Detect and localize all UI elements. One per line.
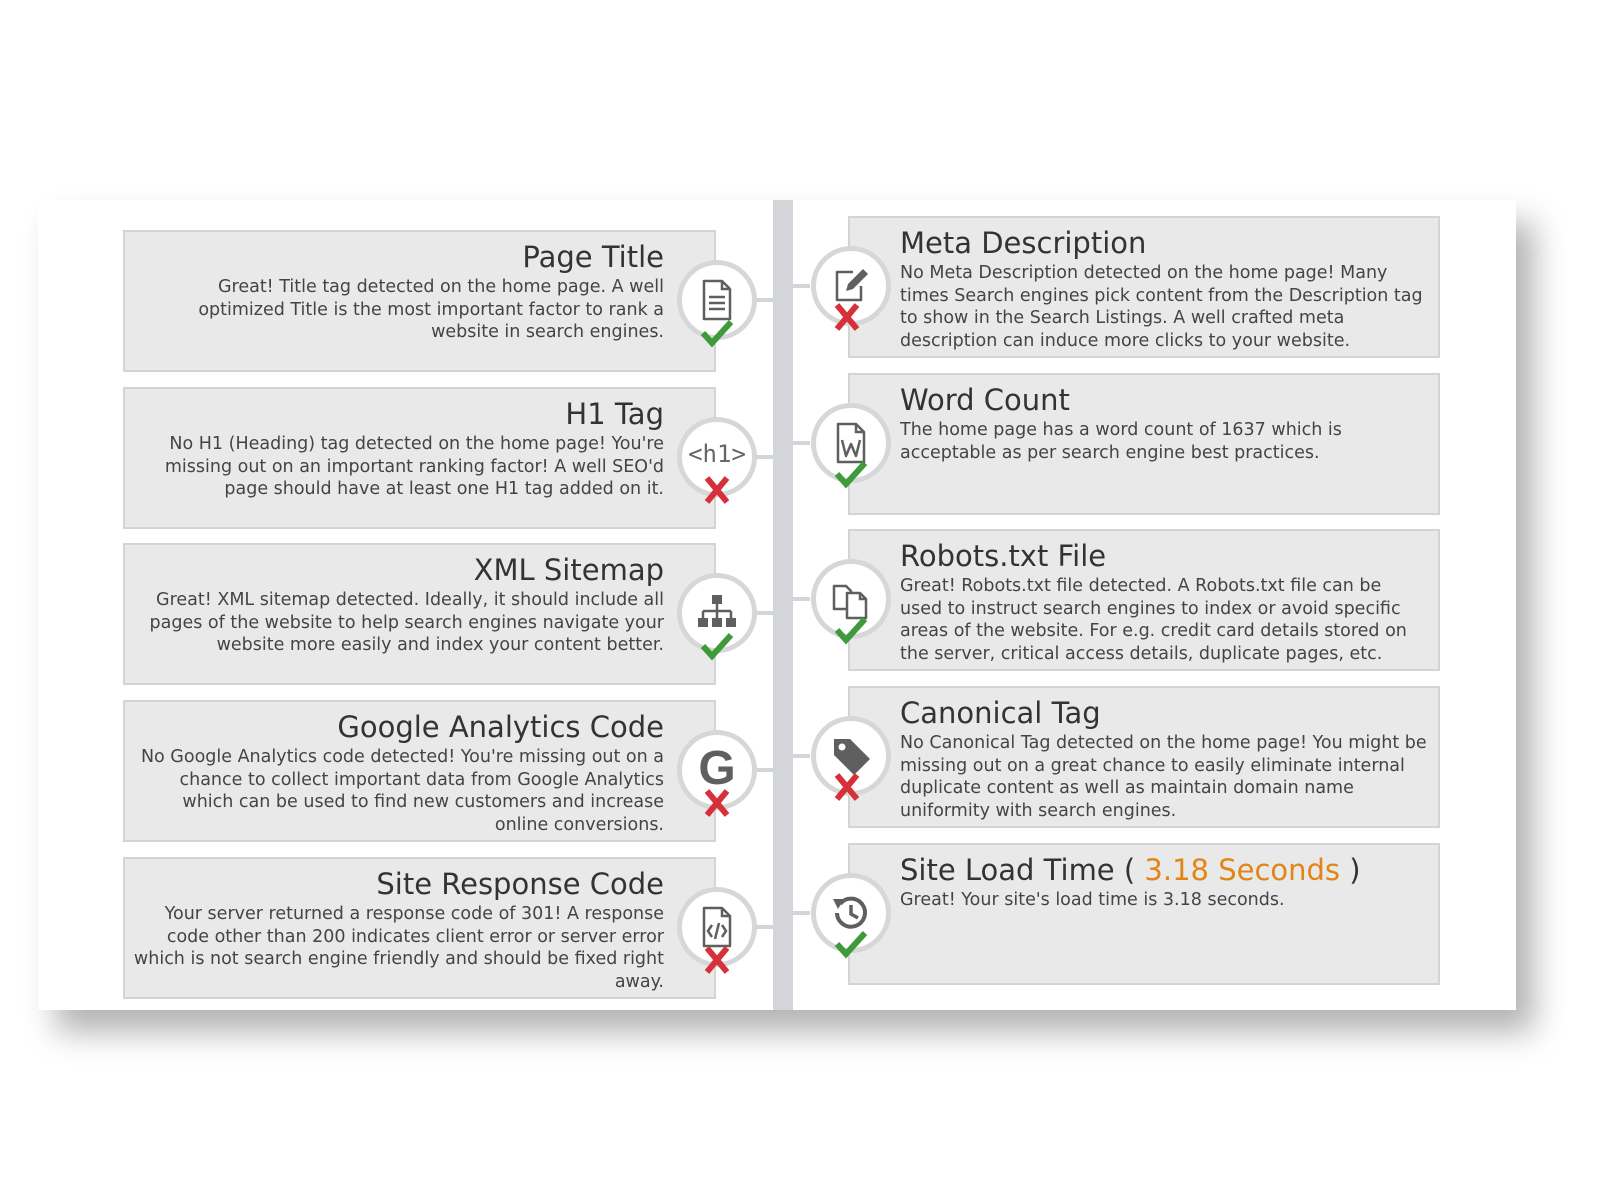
- h1-tag-card: [123, 387, 716, 529]
- load-time-value: 3.18 Seconds: [1144, 853, 1341, 887]
- check-icon: [834, 929, 868, 959]
- card-description: No H1 (Heading) tag detected on the home page! You're missing out on an important ranking factor! A well SEO'd page should have at least one H1 tag added on it.: [164, 434, 664, 500]
- card-title: Site Response Code: [376, 867, 664, 901]
- center-divider: [773, 200, 793, 1010]
- connector-line: [792, 441, 810, 445]
- cross-icon: [830, 772, 864, 802]
- google-g-icon-text: G: [698, 742, 736, 795]
- card-description: Great! Title tag detected on the home page. A well optimized Title is the most important factor to rank a website in search engines.: [198, 277, 664, 343]
- meta-description-card: [848, 216, 1440, 358]
- card-description: Great! Robots.txt file detected. A Robots.txt file can be used to instruct search engines to index or avoid specific areas of the website. For e.g. credit card details stored on the server, critical access details, duplicate pages, etc.: [900, 576, 1407, 664]
- card-description: No Google Analytics code detected! You're missing out on a chance to collect important data from Google Analytics which can be used to find new customers and increase online conversions.: [140, 747, 664, 835]
- cross-icon: [830, 302, 864, 332]
- card-title: XML Sitemap: [473, 553, 664, 587]
- site-load-time-card: [848, 843, 1440, 985]
- robots-txt-card: [848, 529, 1440, 671]
- code-file-icon-glyph: [695, 905, 739, 949]
- check-icon: [700, 631, 734, 661]
- card-title: Meta Description: [900, 226, 1147, 260]
- connector-line: [792, 754, 810, 758]
- site-response-code-card: [123, 857, 716, 999]
- card-title: Page Title: [522, 240, 664, 274]
- cross-icon: [700, 788, 734, 818]
- card-description: No Meta Description detected on the home page! Many times Search engines pick content from the Description tag to show in the Search Listings. A well crafted meta description can induce more clicks to your website.: [900, 263, 1423, 351]
- card-description: No Canonical Tag detected on the home page! You might be missing out on a great chance to easily eliminate internal duplicate content as well as maintain domain name uniformity with search engines.: [900, 733, 1427, 821]
- cross-icon: [700, 945, 734, 975]
- card-title: [900, 853, 1428, 887]
- h1-tag-icon-text: <h1>: [688, 440, 746, 468]
- card-title: Word Count: [900, 383, 1070, 417]
- card-title: H1 Tag: [565, 397, 664, 431]
- card-title: Google Analytics Code: [337, 710, 664, 744]
- title-paren-open: (: [1123, 853, 1136, 887]
- card-description: Great! XML sitemap detected. Ideally, it should include all pages of the website to help search engines navigate your website more easily and index your content better.: [149, 590, 664, 656]
- card-title: Canonical Tag: [900, 696, 1101, 730]
- sitemap-icon-glyph: [695, 591, 739, 635]
- title-paren-close: ): [1349, 853, 1361, 887]
- card-title: Robots.txt File: [900, 539, 1107, 573]
- document-icon-glyph: [695, 278, 739, 322]
- word-count-card: [848, 373, 1440, 515]
- connector-line: [792, 597, 810, 601]
- check-icon: [834, 615, 868, 645]
- connector-line: [792, 911, 810, 915]
- check-icon: [834, 459, 868, 489]
- card-title-text: Site Load Time: [900, 853, 1115, 887]
- canonical-tag-card: [848, 686, 1440, 828]
- check-icon: [700, 318, 734, 348]
- card-description: Your server returned a response code of 301! A response code other than 200 indicates client error or server error which is not search engine friendly and should be fixed right away.: [133, 904, 664, 992]
- card-description: The home page has a word count of 1637 which is acceptable as per search engine best practices.: [900, 420, 1342, 463]
- connector-line: [792, 284, 810, 288]
- google-analytics-card: [123, 700, 716, 842]
- card-description: Great! Your site's load time is 3.18 seconds.: [900, 890, 1285, 910]
- page-title-card: [123, 230, 716, 372]
- xml-sitemap-card: [123, 543, 716, 685]
- cross-icon: [700, 475, 734, 505]
